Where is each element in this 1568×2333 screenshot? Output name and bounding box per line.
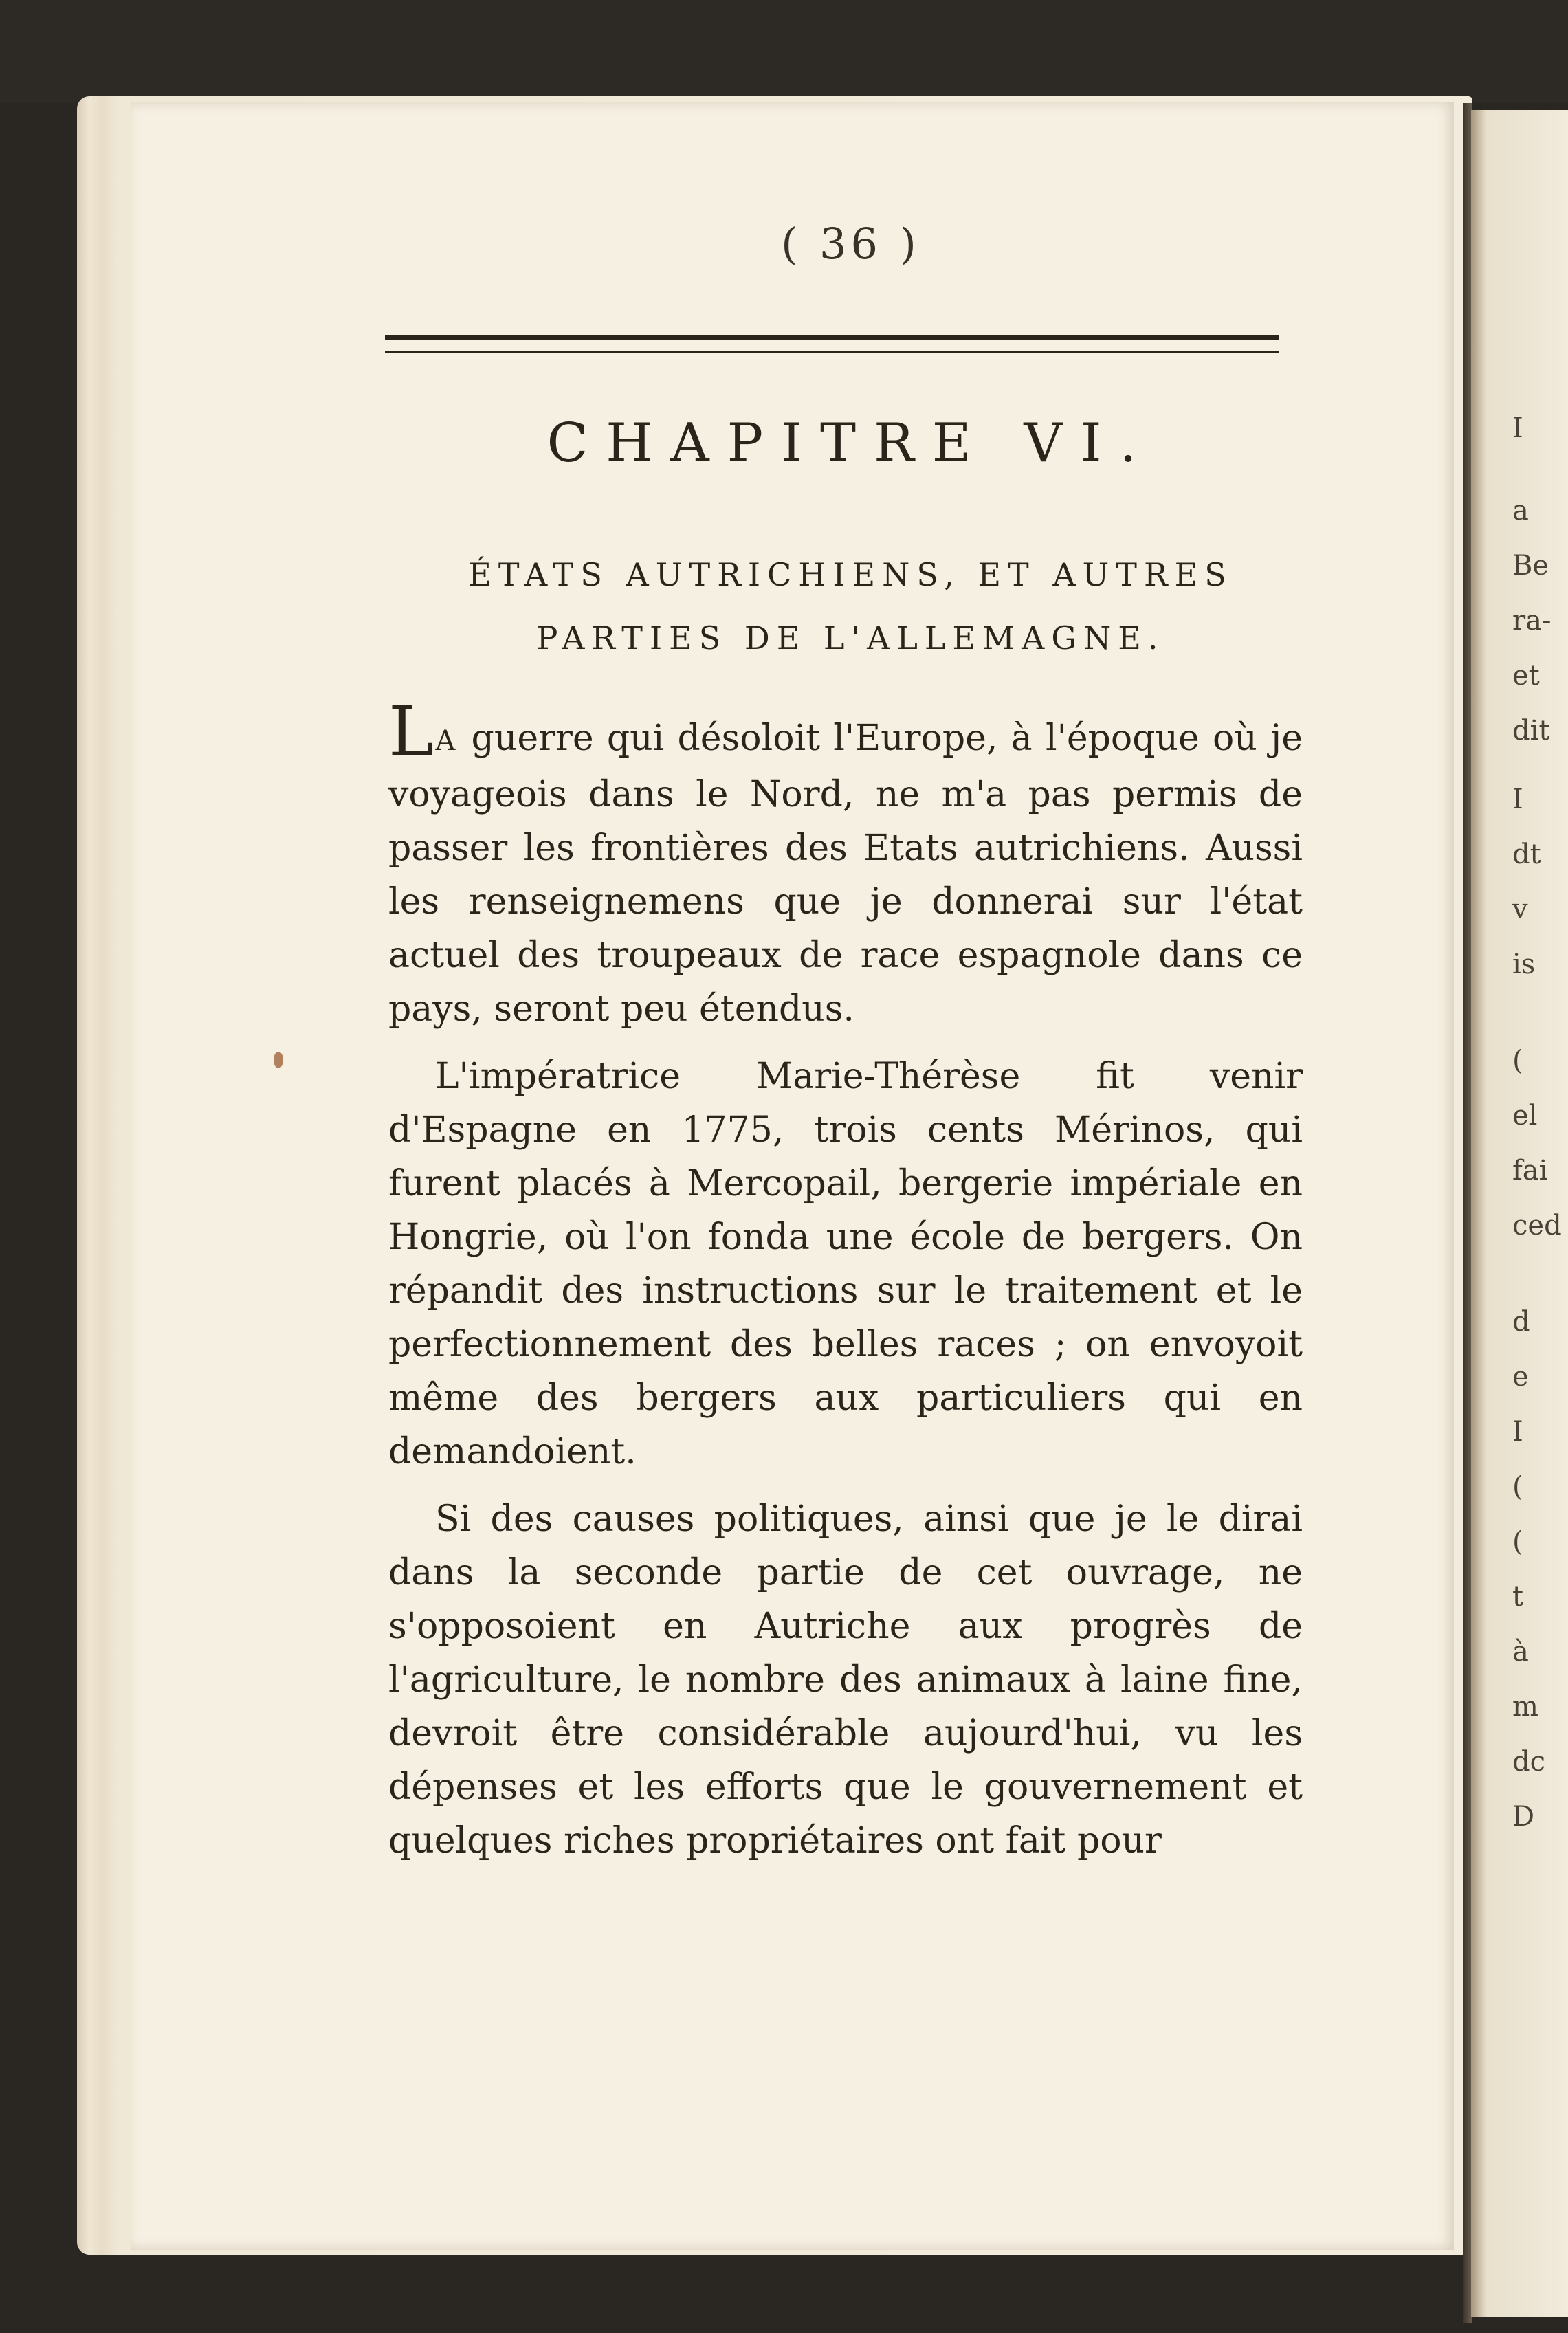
next-page-fragment: D (1512, 1801, 1535, 1833)
header-rule-thick (385, 335, 1279, 340)
section-title-line-1: ÉTATS AUTRICHIENS, ET AUTRES (468, 556, 1233, 593)
next-page-fragment: e (1512, 1361, 1529, 1393)
section-title-line-2: PARTIES DE L'ALLEMAGNE. (536, 619, 1165, 656)
next-page-fragment: dit (1512, 715, 1550, 747)
header-rule-thin (385, 351, 1279, 353)
next-page-fragment: et (1512, 660, 1540, 692)
section-title (388, 543, 1313, 670)
next-page-fragment: à (1512, 1636, 1529, 1668)
next-page-fragment: t (1512, 1581, 1524, 1613)
drop-cap: L (388, 692, 436, 772)
body-text (388, 692, 1303, 1881)
paragraph-3: Si des causes politiques, ainsi que je le dirai dans la seconde partie de cet ouvrage, ne s'opposoient en Autriche aux progrès de l'agriculture, le nombre des animaux à laine fine, devroit être considérable aujourd'hui, vu les dépenses et les efforts que le gouvernement et quelques riches propriétaires ont fait pour (388, 1499, 1303, 1861)
next-page-fragment: el (1512, 1100, 1538, 1131)
next-page-fragment: dt (1512, 839, 1541, 870)
next-page-fragment: ced (1512, 1210, 1562, 1241)
next-page-fragment: I (1512, 412, 1523, 444)
next-page-fragment: I (1512, 1416, 1523, 1448)
paragraph-1-text: guerre qui désoloit l'Europe, à l'époque où je voyageois dans le Nord, ne m'a pas permis de passer les frontières des Etats autrichiens. Aussi les renseignemens que je donnerai sur l'état actuel des troupeaux de race espagnole dans ce pays, seront peu étendus. (388, 718, 1303, 1030)
next-page-fragment: d (1512, 1306, 1530, 1338)
small-cap: A (435, 725, 459, 757)
paragraph-1 (388, 692, 1303, 1036)
chapter-title: CHAPITRE VI. (546, 412, 1155, 474)
paper-stain (274, 1052, 283, 1068)
next-page-fragment: a (1512, 495, 1529, 527)
next-page-fragment: ( (1512, 1045, 1523, 1076)
next-page-edge (1471, 110, 1568, 2317)
next-page-fragment: ( (1512, 1526, 1523, 1558)
next-page-fragment: Be (1512, 550, 1549, 582)
paragraph-2: L'impératrice Marie-Thérèse fit venir d'Espagne en 1775, trois cents Mérinos, qui furent placés à Mercopail, bergerie impériale en Hongrie, où l'on fonda une école de bergers. On répandit des instructions sur le traitement et le perfectionnement des belles races ; on envoyoit même des bergers aux particuliers qui en demandoient. (388, 1056, 1303, 1472)
next-page-fragment: ra- (1512, 605, 1552, 637)
page-number: ( 36 ) (781, 219, 920, 269)
backdrop (0, 0, 1568, 103)
next-page-fragment: v (1512, 894, 1528, 925)
next-page-fragment: fai (1512, 1155, 1548, 1186)
next-page-fragment: I (1512, 784, 1523, 815)
next-page-fragment: is (1512, 949, 1536, 980)
next-page-fragment: dc (1512, 1746, 1546, 1778)
next-page-fragment: m (1512, 1691, 1538, 1723)
next-page-fragment: ( (1512, 1471, 1523, 1503)
